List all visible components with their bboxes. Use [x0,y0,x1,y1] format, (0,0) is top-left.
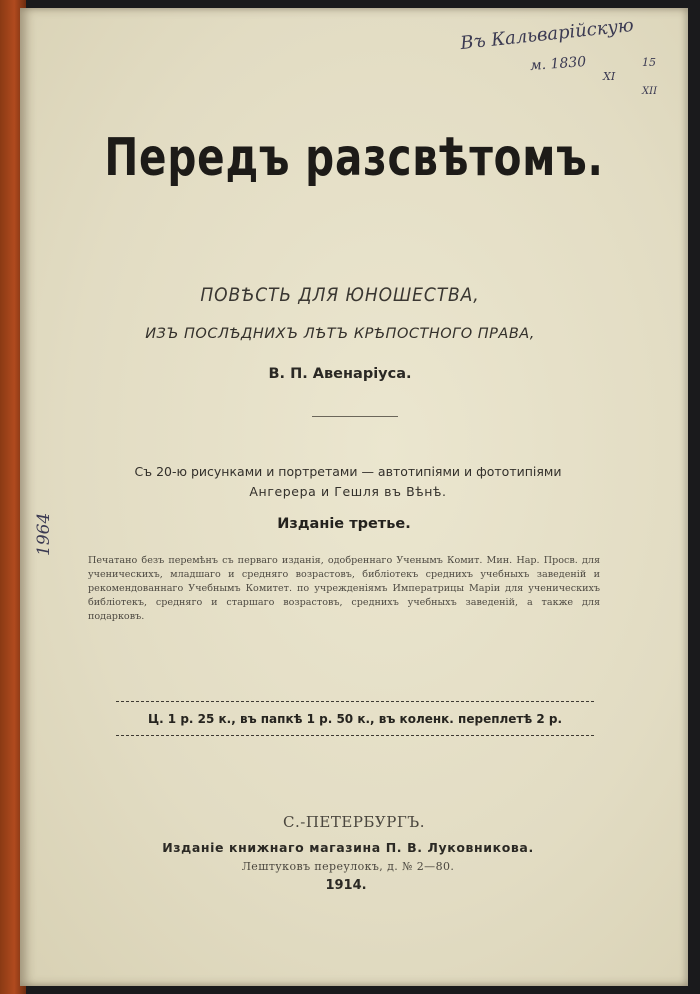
handwritten-roman-2: XII [642,86,658,97]
publication-city: С.-ПЕТЕРБУРГЪ. [283,813,425,831]
title-page [20,8,688,986]
price-rule-bottom [116,735,594,736]
illustrations-note: Съ 20-ю рисунками и портретами — автотипіями и фототипіями [134,464,562,479]
book-author: В. П. Авенаріуса. [268,366,412,382]
illustrations-note-2: Ангерера и Гешля въ Вѣнѣ. [249,484,447,499]
handwritten-margin-note: 1964 [34,512,54,556]
book-subtitle: ПОВѢСТЬ ДЛЯ ЮНОШЕСТВА, [200,284,480,306]
price-rule-top [116,701,594,702]
publisher-address: Лештуковъ переулокъ, д. № 2—80. [241,860,455,873]
price-line: Ц. 1 р. 25 к., въ папкѣ 1 р. 50 к., въ коленк. переплетѣ 2 р. [147,712,563,726]
edition-label: Изданіе третье. [277,516,411,532]
handwritten-code: м. 1830 [529,54,587,74]
book-title: Передъ разсвѣтомъ. [104,128,604,188]
divider [312,416,398,417]
publication-year: 1914. [325,878,367,893]
handwritten-number: 15 [642,56,656,69]
price-box [116,701,594,737]
publisher-line: Изданіе книжнаго магазина П. В. Луковникова. [162,840,534,855]
approval-paragraph: Печатано безъ перемѣнъ съ перваго изданія, одобреннаго Ученымъ Комит. Мин. Нар. Просв. для ученическихъ, младшаго и средняго возрастовъ, библіотекъ среднихъ учебныхъ заведеній и рекомендованнаго Учебнымъ Комитет. по учрежденіямъ Императрицы Маріи для ученическихъ библіотекъ, средняго и старшаго возрастовъ, среднихъ учебныхъ заведеній, а также для подарковъ. [88,555,600,622]
book-subtitle-line2: ИЗЪ ПОСЛѢДНИХЪ ЛѢТЪ КРѢПОСТНОГО ПРАВА, [145,326,535,342]
handwritten-signature: Въ Кальварійскую [459,14,635,55]
handwritten-roman: XI [603,70,616,83]
